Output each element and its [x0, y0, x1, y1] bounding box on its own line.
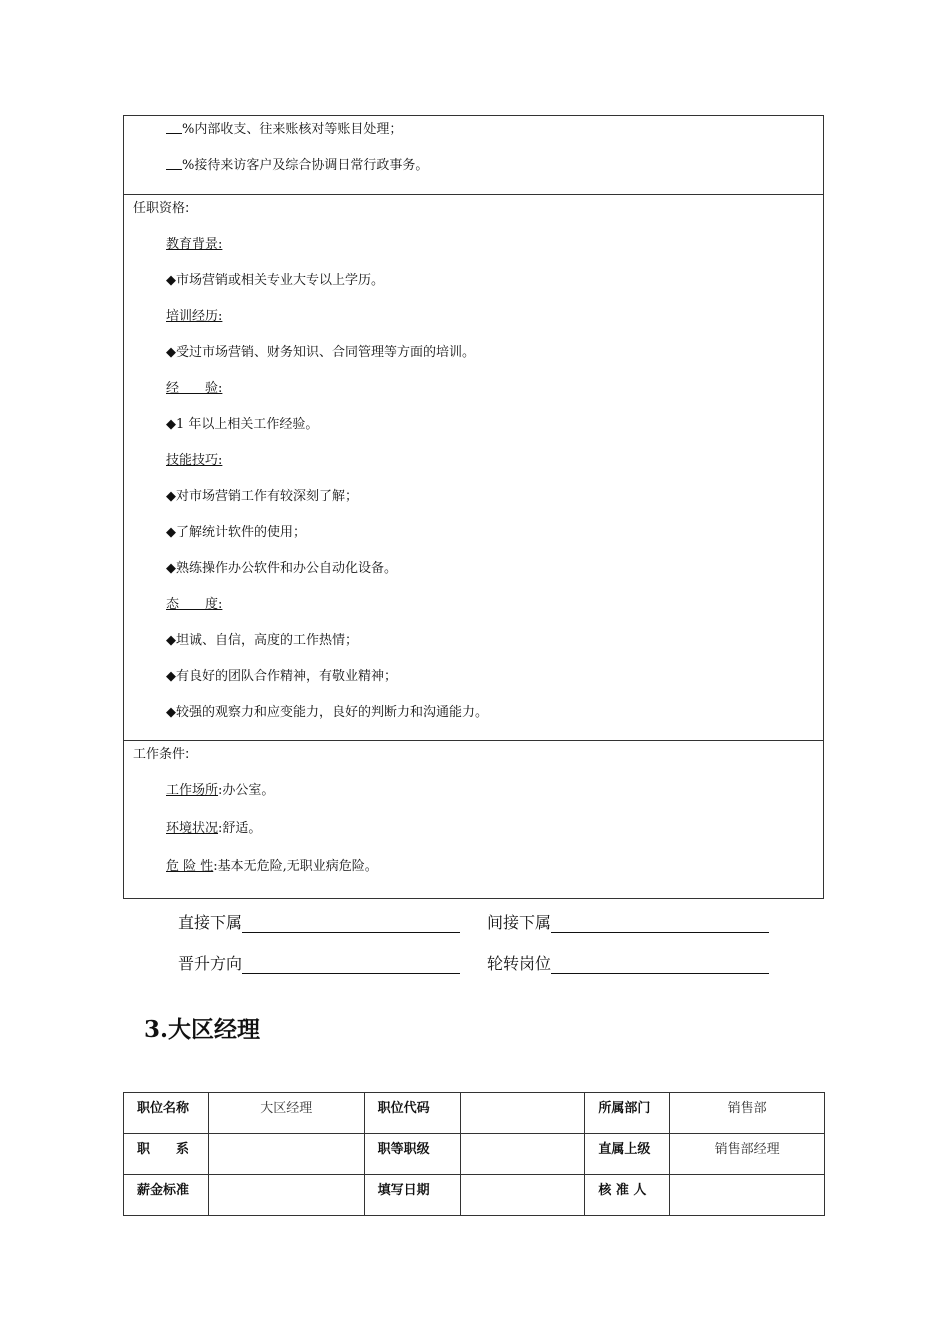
fill-line: [242, 955, 460, 974]
table-row: [124, 1175, 825, 1216]
value-cell: [460, 1175, 585, 1216]
education-label: 教育背景:: [166, 237, 223, 252]
value-cell: [208, 1175, 364, 1216]
value-cell: 大区经理: [208, 1093, 364, 1134]
fill-line: [242, 914, 460, 933]
value-cell: [460, 1093, 585, 1134]
value-cell: [670, 1175, 825, 1216]
skills-item: ◆熟练操作办公软件和办公自动化设备。: [166, 561, 397, 576]
experience-item: ◆1 年以上相关工作经验。: [166, 417, 319, 432]
promotion-field: 晋升方向: [178, 951, 460, 974]
duty-line: %接待来访客户及综合协调日常行政事务。: [166, 157, 428, 175]
skills-label: 技能技巧:: [166, 453, 223, 468]
education-item: ◆市场营销或相关专业大专以上学历。: [166, 273, 384, 288]
place-line: [166, 782, 274, 800]
env-value: :舒适。: [218, 821, 262, 836]
skills-item: ◆对市场营销工作有较深刻了解；: [166, 489, 358, 504]
conditions-box: [123, 740, 824, 899]
attitude-label: 态 度:: [166, 597, 223, 612]
value-cell: 销售部经理: [670, 1134, 825, 1175]
attitude-item: ◆较强的观察力和应变能力，良好的判断力和沟通能力。: [166, 705, 488, 720]
danger-label: 危 险 性: [166, 859, 214, 874]
blank-underline: [166, 157, 182, 170]
duties-box: [123, 115, 824, 195]
danger-line: [166, 858, 378, 876]
value-cell: 销售部: [670, 1093, 825, 1134]
env-line: [166, 820, 261, 838]
fill-line: [551, 914, 769, 933]
env-label: 环境状况: [166, 821, 219, 836]
label-cell: 所属部门: [585, 1093, 670, 1134]
place-label: 工作场所: [166, 783, 219, 798]
attitude-item: ◆坦诚、自信，高度的工作热情；: [166, 633, 358, 648]
qualifications-header: 任职资格:: [133, 201, 190, 216]
label-cell: 职等职级: [364, 1134, 460, 1175]
value-cell: [460, 1134, 585, 1175]
qualifications-box: [123, 194, 824, 741]
indirect-subordinate-field: 间接下属: [487, 910, 769, 933]
label-cell: 职 系: [124, 1134, 209, 1175]
table-row: [124, 1134, 825, 1175]
skills-item: ◆了解统计软件的使用；: [166, 525, 306, 540]
fill-line: [551, 955, 769, 974]
label-cell: 核 准 人: [585, 1175, 670, 1216]
blank-underline: [166, 121, 182, 134]
duty-line: %内部收支、往来账核对等账目处理；: [166, 121, 402, 139]
training-item: ◆受过市场营销、财务知识、合同管理等方面的培训。: [166, 345, 475, 360]
label-cell: 直属上级: [585, 1134, 670, 1175]
label-cell: 薪金标准: [124, 1175, 209, 1216]
section-title: 3.大区经理: [144, 1016, 261, 1043]
attitude-item: ◆有良好的团队合作精神，有敬业精神；: [166, 669, 397, 684]
rotation-field: 轮转岗位: [487, 951, 769, 974]
position-info-table: [123, 1092, 825, 1216]
direct-subordinate-field: 直接下属: [178, 910, 460, 933]
training-label: 培训经历:: [166, 309, 223, 324]
label-cell: 职位名称: [124, 1093, 209, 1134]
danger-value: :基本无危险,无职业病危险。: [213, 859, 378, 874]
label-cell: 职位代码: [364, 1093, 460, 1134]
label-cell: 填写日期: [364, 1175, 460, 1216]
table-row: [124, 1093, 825, 1134]
conditions-header: 工作条件:: [133, 747, 190, 762]
experience-label: 经 验:: [166, 381, 223, 396]
value-cell: [208, 1134, 364, 1175]
place-value: :办公室。: [218, 783, 275, 798]
